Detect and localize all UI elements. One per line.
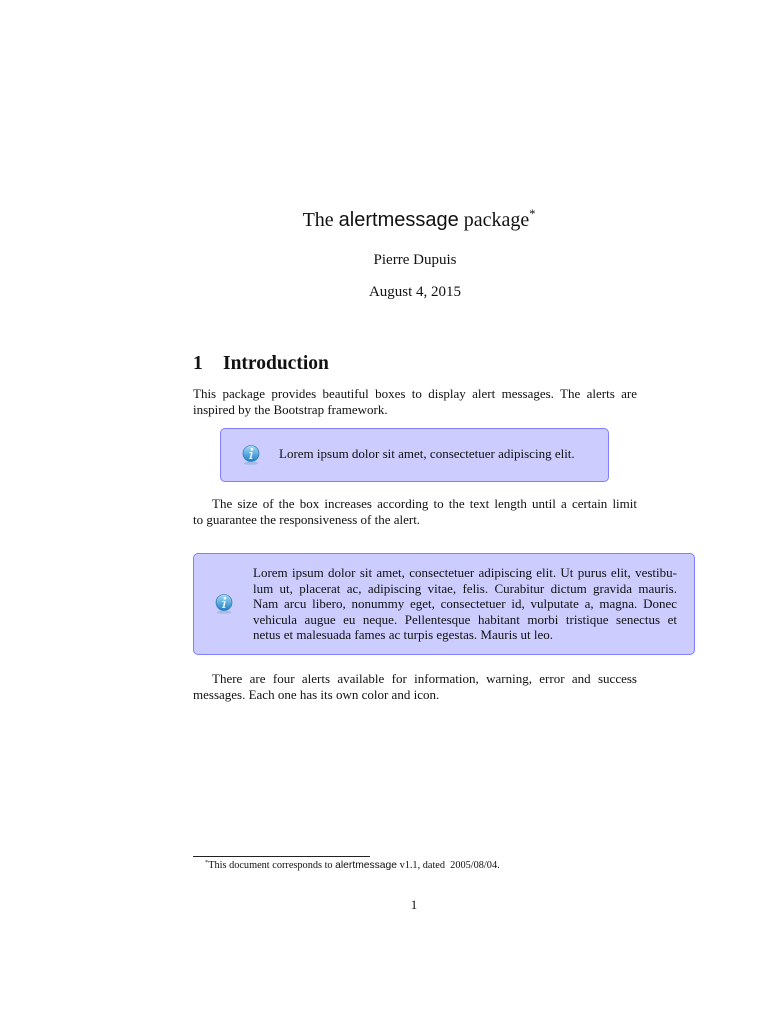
paragraph-line: There are four alerts available for information, warning, error and success <box>212 671 637 686</box>
section-title: Introduction <box>223 353 329 374</box>
paragraph-line: to guarantee the responsiveness of the alert. <box>193 512 421 527</box>
footnote-package-name: alertmessage <box>335 860 397 871</box>
alert-text-line: lum ut, placerat ac, adipiscing vitae, felis. Curabitur dictum gravida mauris. <box>253 580 677 596</box>
alert-text-line: Lorem ipsum dolor sit amet, consectetuer adipiscing elit. Ut purus elit, vestibu- <box>253 565 677 580</box>
document-author: Pierre Dupuis <box>373 252 457 268</box>
info-alert-short <box>220 428 609 482</box>
title-suffix: package <box>463 209 530 231</box>
page-number: 1 <box>410 897 418 912</box>
alert-text-line: Lorem ipsum dolor sit amet, consectetuer adipiscing elit. <box>279 446 575 461</box>
title-prefix: The <box>302 209 334 231</box>
size-paragraph <box>193 496 637 528</box>
alert-text-line: netus et malesuada fames ac turpis egestas. Mauris ut leo. <box>253 627 553 643</box>
footnote-text-after: v1.1, dated 2005/08/04. <box>399 860 500 871</box>
info-alert-long <box>193 553 695 655</box>
paragraph-line: inspired by the Bootstrap framework. <box>193 402 388 417</box>
alert-text-line: vehicula augue eu neque. Pellentesque habitant morbi tristique senectus et <box>253 611 677 627</box>
alerts-paragraph <box>193 671 637 703</box>
intro-paragraph <box>193 386 637 418</box>
document-title <box>197 206 641 236</box>
title-package-name: alertmessage <box>338 209 459 231</box>
paragraph-line: This package provides beautiful boxes to display alert messages. The alerts are <box>193 386 637 401</box>
alert-text-line: Nam arcu libero, nonummy eget, consectetuer id, vulputate a, magna. Donec <box>253 596 677 612</box>
footnote-rule <box>193 856 370 857</box>
footnote-mark: * <box>205 859 209 867</box>
footnote <box>205 859 500 874</box>
footnote-text-before: This document corresponds to <box>208 860 333 871</box>
info-icon <box>214 593 234 615</box>
title-footnote-mark: * <box>529 207 536 222</box>
alert-text <box>279 446 575 462</box>
alert-text <box>253 565 677 643</box>
info-icon <box>241 444 261 466</box>
section-number: 1 <box>193 353 203 374</box>
document-date: August 4, 2015 <box>368 284 462 300</box>
paragraph-line: The size of the box increases according to the text length until a certain limit <box>212 496 637 511</box>
paragraph-line: messages. Each one has its own color and icon. <box>193 687 440 702</box>
